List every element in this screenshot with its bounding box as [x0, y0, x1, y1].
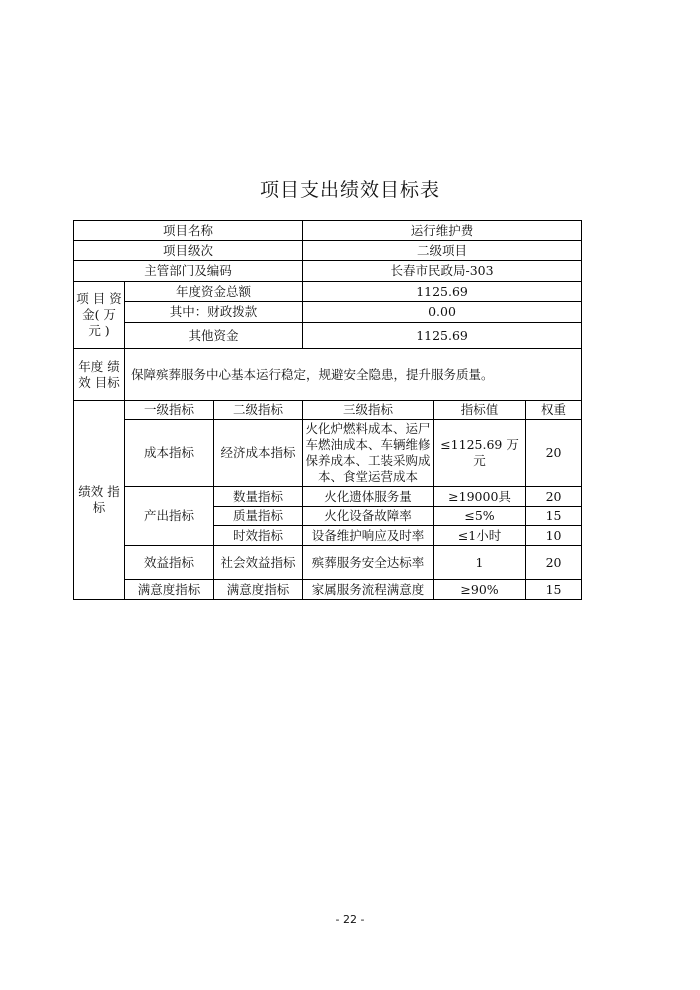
cost-level2: 经济成本指标: [214, 420, 303, 487]
project-level-value: 二级项目: [303, 241, 582, 261]
indicators-group-label: 绩效 指标: [74, 401, 125, 600]
timeliness-level3: 设备维护响应及时率: [303, 526, 434, 546]
total-funds-label: 年度资金总额: [125, 282, 303, 302]
cost-weight: 20: [526, 420, 582, 487]
output-level1: 产出指标: [125, 487, 214, 546]
page-number: - 22 -: [335, 913, 365, 926]
quantity-weight: 20: [526, 487, 582, 507]
fiscal-funds-value: 0.00: [303, 302, 582, 323]
benefit-level2: 社会效益指标: [214, 546, 303, 580]
funds-group-label: 项 目 资金( 万元 ): [74, 282, 125, 349]
header-level3: 三级指标: [303, 401, 434, 420]
table-row: [74, 580, 582, 600]
project-level-label: 项目级次: [74, 241, 303, 261]
quantity-value: ≥19000具: [434, 487, 526, 507]
header-level1: 一级指标: [125, 401, 214, 420]
satisfaction-level1: 满意度指标: [125, 580, 214, 600]
other-funds-value: 1125.69: [303, 323, 582, 349]
cost-level1: 成本指标: [125, 420, 214, 487]
table-row: [74, 349, 582, 401]
fiscal-funds-label: 其中：财政拨款: [125, 302, 303, 323]
timeliness-value: ≤1小时: [434, 526, 526, 546]
table-row: [74, 487, 582, 507]
annual-goal-text: 保障殡葬服务中心基本运行稳定，规避安全隐患，提升服务质量。: [125, 349, 582, 401]
project-name-value: 运行维护费: [303, 221, 582, 241]
satisfaction-level3: 家属服务流程满意度: [303, 580, 434, 600]
quality-level3: 火化设备故障率: [303, 507, 434, 526]
quantity-level2: 数量指标: [214, 487, 303, 507]
page-title: 项目支出绩效目标表: [259, 179, 440, 201]
satisfaction-level2: 满意度指标: [214, 580, 303, 600]
table-row: [74, 401, 582, 420]
table-row: [74, 261, 582, 282]
timeliness-weight: 10: [526, 526, 582, 546]
benefit-weight: 20: [526, 546, 582, 580]
department-value: 长春市民政局-303: [303, 261, 582, 282]
header-weight: 权重: [526, 401, 582, 420]
cost-level3: 火化炉燃料成本、运尸车燃油成本、车辆维修保养成本、工装采购成本、食堂运营成本: [303, 420, 434, 487]
header-level2: 二级指标: [214, 401, 303, 420]
header-value: 指标值: [434, 401, 526, 420]
satisfaction-weight: 15: [526, 580, 582, 600]
benefit-level1: 效益指标: [125, 546, 214, 580]
table-row: [74, 282, 582, 302]
benefit-value: 1: [434, 546, 526, 580]
quality-weight: 15: [526, 507, 582, 526]
performance-table: [73, 220, 582, 600]
other-funds-label: 其他资金: [125, 323, 303, 349]
quantity-level3: 火化遗体服务量: [303, 487, 434, 507]
cost-value: ≤1125.69 万元: [434, 420, 526, 487]
project-name-label: 项目名称: [74, 221, 303, 241]
quality-value: ≤5%: [434, 507, 526, 526]
table-row: [74, 420, 582, 487]
table-row: [74, 241, 582, 261]
benefit-level3: 殡葬服务安全达标率: [303, 546, 434, 580]
satisfaction-value: ≥90%: [434, 580, 526, 600]
table-row: [74, 221, 582, 241]
timeliness-level2: 时效指标: [214, 526, 303, 546]
annual-goal-label: 年度 绩效 目标: [74, 349, 125, 401]
table-row: [74, 546, 582, 580]
quality-level2: 质量指标: [214, 507, 303, 526]
total-funds-value: 1125.69: [303, 282, 582, 302]
department-label: 主管部门及编码: [74, 261, 303, 282]
table-row: [74, 302, 582, 323]
table-row: [74, 323, 582, 349]
